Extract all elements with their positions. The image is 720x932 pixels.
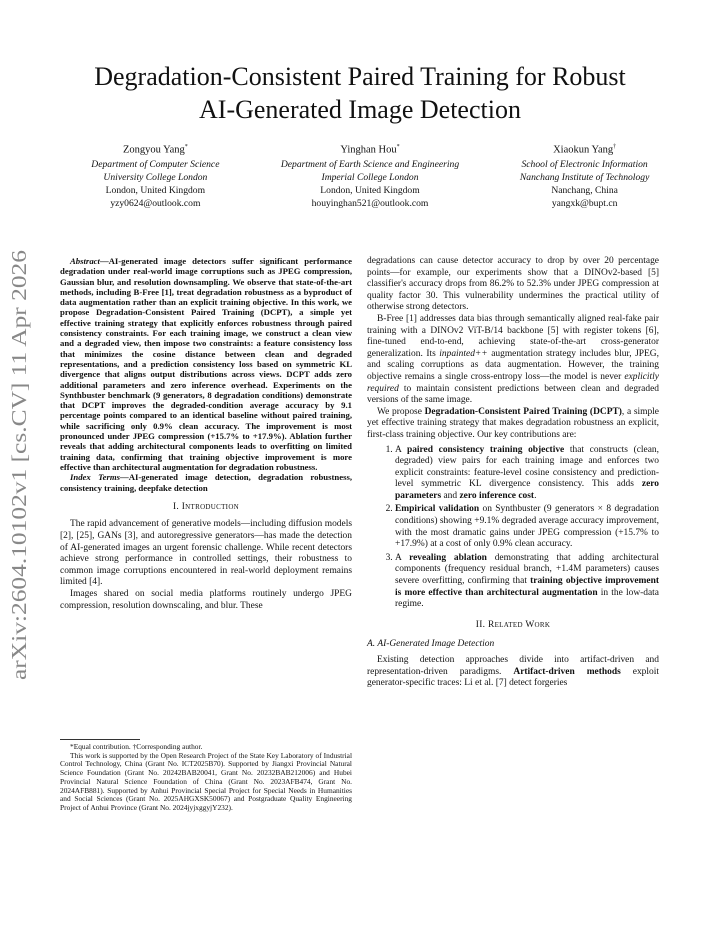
- author-location: London, United Kingdom: [105, 184, 206, 196]
- footnote-rule: [60, 739, 140, 740]
- author-mark: *: [184, 144, 188, 150]
- text-run-bold: Degradation-Consistent Paired Training (DCPT): [424, 406, 622, 417]
- body-paragraph: degradations can cause detector accuracy to drop by over 20 percentage points—for example, our experiments show that a DINOv2-based [5] classifier's accuracy drops from 86.2% to 52.3% under JPEG compression at quality factor 30. This vulnerability undermines the practical utility of otherwise strong detectors.: [367, 256, 659, 313]
- text-run: on Synthbuster (9 generators × 8 degradation conditions) showing +9.1% degraded average accuracy improvement, with the most dramatic gains under JPEG compression (+15.7% to +17.9%) at a cost of only 0.9% clean accuracy.: [395, 504, 660, 550]
- text-run-bold: Empirical validation: [395, 504, 480, 515]
- author-1: [60, 141, 251, 210]
- index-terms-label: Index Terms: [70, 472, 121, 483]
- author-dept: Department of Computer Science: [91, 158, 220, 170]
- text-run: exploit generator-specific traces: Li et al. [7] detect forgeries: [367, 666, 659, 689]
- text-run: and: [441, 490, 460, 501]
- index-terms: [60, 472, 352, 493]
- author-mark: *: [396, 144, 400, 150]
- section-number: II.: [475, 619, 486, 630]
- author-name: Zongyou Yang: [122, 144, 185, 156]
- author-name: Xiaokun Yang: [553, 144, 614, 156]
- author-dept: School of Electronic Information: [521, 158, 648, 170]
- intro-paragraph: The rapid advancement of generative models—including diffusion models [2], [25], GANs [3], and autoregressive generators—has made the detection of AI-generated images an urgent forensic challenge. While recent detectors achieve strong performance in controlled settings, their robustness to common image corruptions encountered in real-world deployment remains limited [4].: [60, 519, 352, 588]
- author-block: [60, 141, 680, 210]
- text-run-bold: Artifact-driven methods: [513, 666, 621, 677]
- text-run: A: [395, 444, 407, 455]
- text-run: A: [395, 552, 410, 563]
- abstract-text: —AI-generated image detectors suffer significant performance degradation under real-world image corruptions such as JPEG compression, Gaussian blur, and resolution downsampling. We observe that state-of-the-art methods, including B-Free [1], treat degradation robustness as a byproduct of data augmentation rather than an explicit training objective. In this work, we propose Degradation-Consistent Paired Training (DCPT), a simple yet effective training strategy that explicitly enforces robustness through paired consistency constraints. For each training image, we construct a clean view and a degraded view, then impose two constraints: a feature consistency loss that minimizes the cosine distance between clean and degraded representations, and a prediction consistency loss based on symmetric KL divergence that aligns output distributions across views. DCPT adds zero additional parameters and zero inference overhead. Experiments on the Synthbuster benchmark (9 generators, 8 degradation conditions) demonstrate that DCPT improves the degraded-condition average accuracy by 9.1 percentage points compared to an identical baseline without paired training, while sacrificing only 0.9% clean accuracy. The improvement is most pronounced under JPEG compression (+15.7% to +17.9%). Ablation further reveals that adding architectural components leads to overfitting on limited training data, confirming that training objective improvement is more effective than architectural augmentation for degradation robustness.: [60, 256, 352, 472]
- text-run-italic: inpainted++: [439, 348, 488, 359]
- section-number: I.: [172, 501, 180, 512]
- paper-title: [40, 60, 680, 126]
- right-column: [367, 256, 659, 690]
- text-run-italic: explicitly required: [367, 371, 659, 394]
- author-name: Yinghan Hou: [340, 144, 397, 156]
- author-3: [489, 141, 680, 210]
- text-run: , a simple yet effective training strategy that makes degradation robustness an explicit, first-class training objective. Our key contributions are:: [367, 406, 659, 440]
- footnote-funding: This work is supported by the Open Research Project of the State Key Laboratory of Industrial Control Technology, China (Grant No. ICT2025B70). Supported by Jiangxi Provincial Natural Science Foundation (Grant No. 20242BAB20041, Grant No. 20232BAB212006) and Hubei Provincial Natural Science Foundation of China (Grant No. 2023AFB474, Grant No. 2024AFB881). Supported by Anhui Provincial Special Project for Special Needs in Humanities and Social Sciences (Grant No. 2025AHGXSK50067) and Postgraduate Quality Engineering Project of Anhui Province (Grant No. 2024jyjxggyjY232).: [60, 750, 352, 812]
- author-mark: †: [613, 144, 617, 150]
- index-terms-text: —AI-generated image detection, degradation robustness, consistency training, deepfake detection: [60, 472, 352, 493]
- text-run-bold: training objective improvement is more effective than architectural augmentation: [395, 576, 659, 598]
- author-location: Nanchang, China: [551, 184, 618, 196]
- abstract-label: Abstract: [70, 256, 100, 266]
- footnotes: [60, 739, 352, 813]
- arxiv-stamp: [7, 240, 31, 680]
- author-inst: University College London: [103, 171, 208, 183]
- author-email: yzy0624@outlook.com: [110, 197, 201, 209]
- text-run: in the low-data regime.: [395, 587, 659, 610]
- subsection-heading: A. AI-Generated Image Detection: [367, 639, 495, 650]
- section-heading-related-work: [367, 620, 659, 632]
- text-run: to maintain consistent predictions between clean and degraded versions of the same image.: [367, 383, 659, 406]
- text-run-bold: revealing ablation: [409, 552, 487, 563]
- text-run-bold: paired consistency training objective: [406, 444, 565, 455]
- list-item: [395, 504, 659, 550]
- author-email: houyinghan521@outlook.com: [311, 197, 429, 209]
- footnote-contribution: *Equal contribution. †Corresponding author.: [70, 742, 203, 751]
- author-inst: Nanchang Institute of Technology: [519, 171, 650, 183]
- list-item: [395, 445, 659, 503]
- title-line-2: AI-Generated Image Detection: [199, 95, 521, 124]
- title-line-1: Degradation-Consistent Paired Training for Robust: [94, 62, 626, 91]
- section-title: Related Work: [488, 619, 551, 630]
- text-run: .: [534, 490, 537, 501]
- text-run: that constructs (clean, degraded) view pairs for each training image and enforces two explicit constraints: feature-level cosine consistency and prediction-level symmetric KL divergence consistency. This adds: [395, 444, 660, 490]
- author-location: London, United Kingdom: [320, 184, 420, 196]
- left-column: [60, 256, 352, 612]
- text-run: demonstrating that adding architectural components (frequency residual branch, +1.4M parameters) causes severe overfitting, confirming that: [395, 552, 659, 587]
- text-run-bold: zero inference cost: [459, 490, 535, 501]
- contributions-list: [367, 445, 659, 611]
- text-run: B-Free [1] addresses data bias through semantically aligned real-fake pair training with a DINOv2 ViT-B/14 backbone [5] with register tokens [6], fine-tuned end-to-end, achieving state-of-the-art cross-generator generalization. Its: [367, 313, 659, 359]
- body-paragraph: [367, 314, 659, 407]
- text-run: We propose: [377, 406, 425, 417]
- text-run-bold: zero parameters: [395, 479, 659, 501]
- text-run: Existing detection approaches divide into artifact-driven and representation-driven paradigms.: [367, 655, 659, 677]
- author-inst: Imperial College London: [321, 171, 419, 183]
- intro-paragraph: Images shared on social media platforms routinely undergo JPEG compression, resolution downscaling, and blur. These: [60, 588, 352, 611]
- author-dept: Department of Earth Science and Engineering: [280, 158, 460, 170]
- body-paragraph: [367, 655, 659, 690]
- section-heading-introduction: [60, 502, 352, 514]
- text-run: augmentation strategy includes blur, JPEG, and scaling corruptions as data augmentation. However, the training objective remains a single cross-entropy loss—the model is never: [367, 348, 659, 382]
- abstract: [60, 256, 352, 472]
- section-title: Introduction: [181, 501, 240, 512]
- author-email: yangxk@bupt.cn: [551, 197, 618, 209]
- body-paragraph: [367, 407, 659, 442]
- author-2: [251, 141, 489, 210]
- list-item: [395, 553, 659, 611]
- arxiv-stamp-text: arXiv:2604.10102v1 [cs.CV] 11 Apr 2026: [7, 324, 31, 680]
